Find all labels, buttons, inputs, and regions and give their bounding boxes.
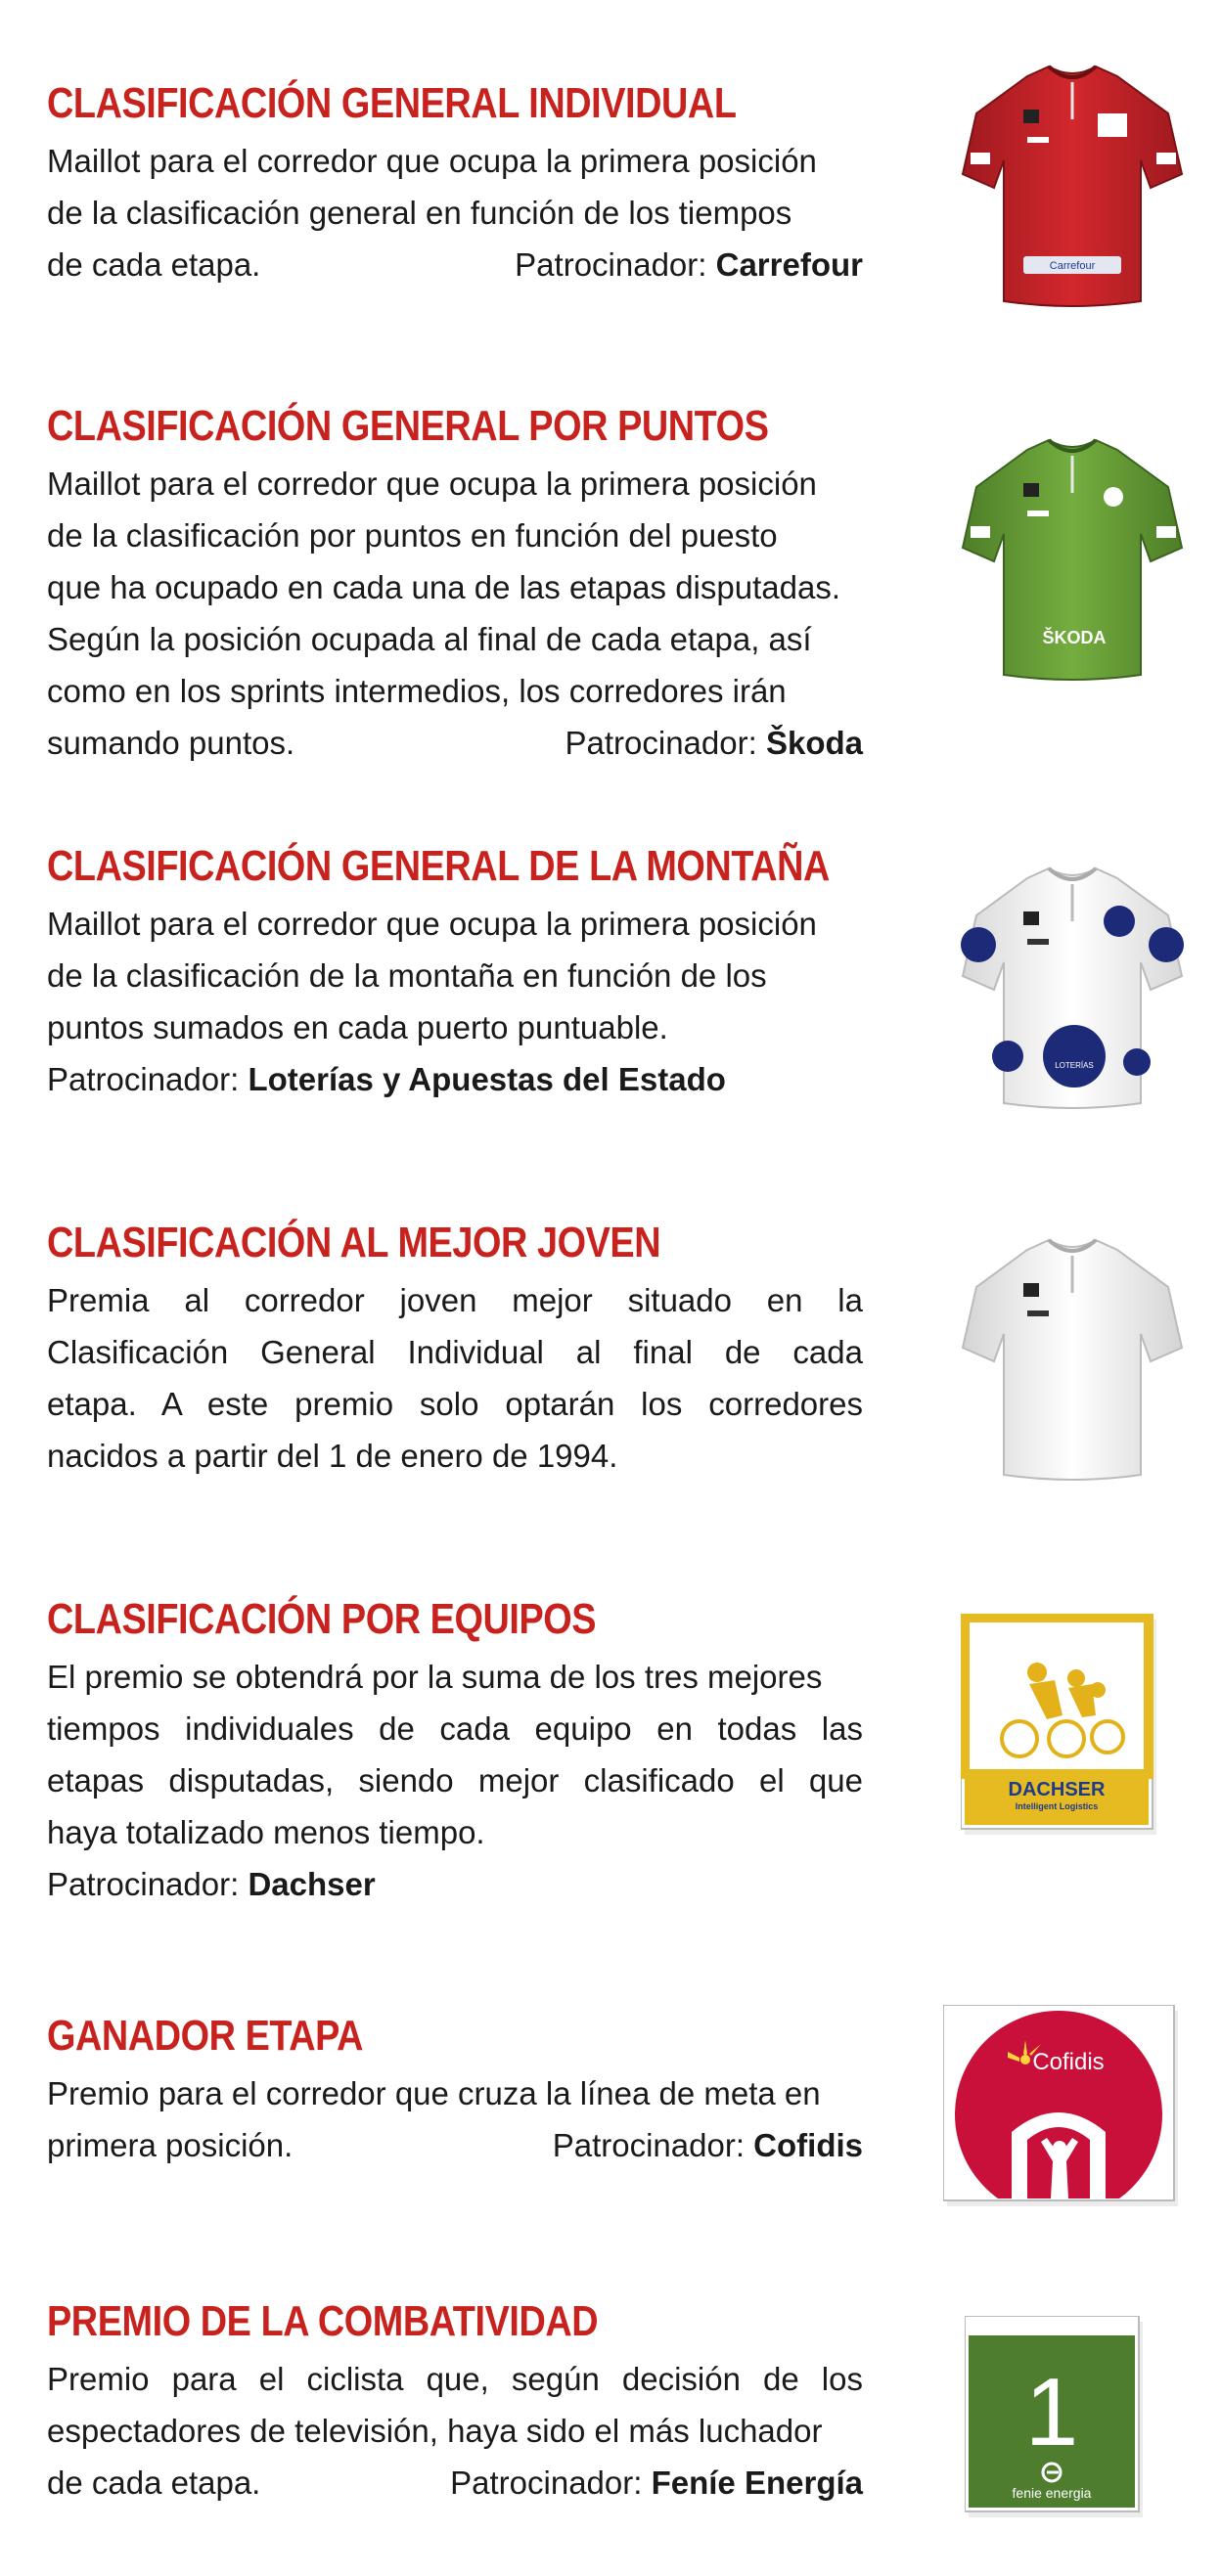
section-text xyxy=(47,839,863,1105)
description-line: Clasificación General Individual al final de cada xyxy=(47,1334,863,1370)
sponsor-label: Patrocinador: xyxy=(565,725,757,761)
sponsor-label: Patrocinador: xyxy=(47,1866,240,1902)
badge-sponsor-text: fenie energia xyxy=(1012,2485,1092,2501)
section-description xyxy=(47,898,863,1105)
section-text xyxy=(47,2294,863,2509)
section-title: GANADOR ETAPA xyxy=(47,2012,364,2060)
description-line: etapa. A este premio solo optarán los corredores xyxy=(47,1386,863,1422)
team-classification-badge-icon xyxy=(961,1614,1164,1853)
section-description xyxy=(47,2067,863,2171)
description-line: Premio para el ciclista que, según decisión de los xyxy=(47,2361,863,2397)
description-line: espectadores de televisión, haya sido el más luchador xyxy=(47,2413,823,2449)
description-last-row xyxy=(47,2119,863,2171)
sponsor-label: Patrocinador: xyxy=(552,2127,745,2163)
description-line: de la clasificación de la montaña en función de los xyxy=(47,957,767,994)
sponsor-label: Patrocinador: xyxy=(450,2465,643,2501)
sponsor-label: Patrocinador: xyxy=(47,1061,240,1097)
sponsor-name: Dachser xyxy=(248,1866,376,1902)
jersey-sponsor-text: LOTERÍAS xyxy=(1055,1061,1094,1070)
description-last-row xyxy=(47,2457,863,2509)
combativity-badge-icon xyxy=(965,2316,1147,2526)
description-line: de cada etapa. xyxy=(47,246,261,283)
section-title: CLASIFICACIÓN AL MEJOR JOVEN xyxy=(47,1219,661,1266)
sponsor xyxy=(565,717,864,769)
sponsor-label: Patrocinador: xyxy=(515,246,707,283)
description-line: de la clasificación por puntos en función del puesto xyxy=(47,517,778,554)
description-line: Según la posición ocupada al final de cada etapa, así xyxy=(47,621,812,657)
sponsor xyxy=(450,2457,863,2509)
sponsor-name: Škoda xyxy=(765,725,863,761)
description-line: El premio se obtendrá por la suma de los tres mejores xyxy=(47,1659,823,1695)
description-line: Maillot para el corredor que ocupa la primera posición xyxy=(47,466,817,502)
section-title: PREMIO DE LA COMBATIVIDAD xyxy=(47,2297,599,2345)
description-line: que ha ocupado en cada una de las etapas disputadas. xyxy=(47,569,840,605)
description-line: etapas disputadas, siendo mejor clasificado el que xyxy=(47,1762,863,1799)
section-title: CLASIFICACIÓN POR EQUIPOS xyxy=(47,1595,597,1643)
section-title: CLASIFICACIÓN GENERAL POR PUNTOS xyxy=(47,402,769,450)
description-line: Premia al corredor joven mejor situado en la xyxy=(47,1282,863,1318)
section-text xyxy=(47,1216,863,1482)
section-text xyxy=(47,2009,863,2171)
section-title: CLASIFICACIÓN GENERAL INDIVIDUAL xyxy=(47,79,737,127)
jersey-sponsor-text: ŠKODA xyxy=(1042,628,1107,647)
description-last-row xyxy=(47,717,863,769)
badge-sponsor-text: Cofidis xyxy=(1032,2049,1105,2075)
description-line: Maillot para el corredor que ocupa la primera posición xyxy=(47,906,817,942)
red-jersey-icon xyxy=(959,59,1186,313)
description-line: haya totalizado menos tiempo. xyxy=(47,1814,485,1850)
section-text xyxy=(47,76,863,290)
section-text xyxy=(47,399,863,769)
section-description xyxy=(47,458,863,769)
stage-winner-badge-icon xyxy=(943,2005,1182,2215)
description-line: primera posición. xyxy=(47,2127,294,2163)
sponsor-name: Carrefour xyxy=(715,246,863,283)
section-description xyxy=(47,1651,863,1910)
section-title: CLASIFICACIÓN GENERAL DE LA MONTAÑA xyxy=(47,842,830,890)
sponsor-name: Loterías y Apuestas del Estado xyxy=(248,1061,726,1097)
description-line: de la clasificación general en función de los tiempos xyxy=(47,195,792,231)
description-line: Maillot para el corredor que ocupa la primera posición xyxy=(47,143,817,179)
description-line: tiempos individuales de cada equipo en todas las xyxy=(47,1710,863,1747)
badge-sponsor-subtext: Intelligent Logistics xyxy=(1015,1801,1099,1811)
badge-sponsor-text: DACHSER xyxy=(1008,1779,1106,1800)
section-description xyxy=(47,135,863,290)
description-last-row xyxy=(47,239,863,290)
description-line: nacidos a partir del 1 de enero de 1994. xyxy=(47,1438,618,1474)
section-text xyxy=(47,1592,863,1910)
sponsor xyxy=(515,239,863,290)
polka-dot-jersey-icon xyxy=(959,861,1186,1115)
section-description xyxy=(47,2353,863,2509)
section-description xyxy=(47,1274,863,1482)
description-line: de cada etapa. xyxy=(47,2465,261,2501)
sponsor xyxy=(47,1053,863,1105)
jersey-sponsor-text: Carrefour xyxy=(1049,260,1096,272)
description-line: como en los sprints intermedios, los corredores irán xyxy=(47,673,787,709)
white-jersey-icon xyxy=(959,1232,1186,1487)
description-line: Premio para el corredor que cruza la línea de meta en xyxy=(47,2075,821,2111)
description-line: puntos sumados en cada puerto puntuable. xyxy=(47,1009,668,1045)
sponsor xyxy=(47,1858,863,1910)
description-line: sumando puntos. xyxy=(47,725,295,761)
badge-number: 1 xyxy=(1024,2358,1079,2465)
green-jersey-icon xyxy=(959,432,1186,687)
sponsor xyxy=(553,2119,863,2171)
sponsor-name: Cofidis xyxy=(753,2127,863,2163)
sponsor-name: Feníe Energía xyxy=(651,2465,863,2501)
